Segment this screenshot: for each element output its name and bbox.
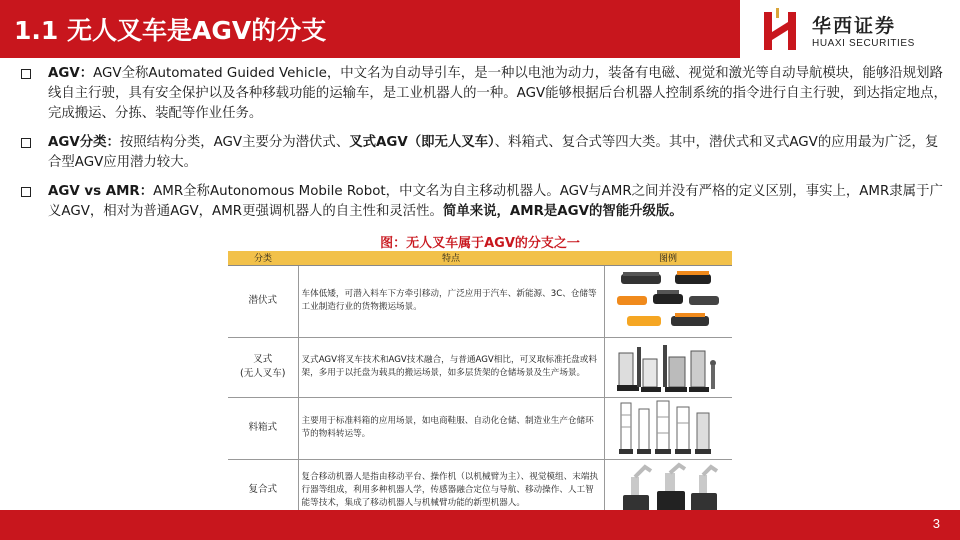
illustration-cell [604,337,732,397]
footer-bar [0,510,960,540]
bullet-text: AGV全称Automated Guided Vehicle，中文名为自动导引车，是一种以电池为动力，装备有电磁、视觉和激光等自动导航模块，能够沿规划路线自主行驶，具有安全保护以及各种移载功能的运输车，是工业机器人的一种。AGV能够根据后台机器人控制系统的指令进行自主行驶，到达指定地点，完成搬运、分拣、装配等作业任务。 [48,66,947,121]
bullet-emphasis: 叉式AGV（即无人叉车） [349,135,495,150]
table-row [228,397,732,459]
bullet-label: AGV vs AMR： [48,184,154,199]
column-header-illustration: 图例 [604,251,732,265]
category-line-1: 叉式 [253,354,273,365]
bullet-text: AMR全称Autonomous Mobile Robot，中文名为自主移动机器人。AGV与AMR之间并没有严格的定义区别，事实上，AMR隶属于广义AGV，相对为普通AGV，AMR更强调机器人的自主性和灵活性。 [48,184,943,219]
logo-chinese-name: 华西证券 [812,14,897,37]
forklift-agv-image-icon [613,339,723,395]
category-cell: 料箱式 [228,397,298,459]
category-cell [228,337,298,397]
illustration-cell [604,397,732,459]
agv-classification-table [228,251,732,521]
category-cell: 复合式 [228,459,298,521]
huaxi-logo-icon [762,8,804,54]
bin-agv-image-icon [613,399,723,457]
table-header-row [228,251,732,265]
bullet-square-icon [21,187,31,197]
feature-cell: 主要用于标准料箱的应用场景，如电商鞋服、自动化仓储、制造业生产仓储环节的物料转运等。 [298,397,604,459]
column-header-category: 分类 [228,251,298,265]
table-row [228,337,732,397]
bullet-agv-classification [18,133,948,173]
table-row [228,265,732,337]
logo-english-name: HUAXI SECURITIES [812,37,915,49]
company-logo [762,6,952,56]
bullet-square-icon [21,69,31,79]
latent-agv-image-icon [613,268,723,334]
feature-cell: 车体低矮，可潜入料车下方牵引移动，广泛应用于汽车、新能源、3C、仓储等工业制造行业的货物搬运场景。 [298,265,604,337]
category-cell: 潜伏式 [228,265,298,337]
page-title: 1.1 无人叉车是AGV的分支 [14,16,327,45]
bullet-text: 按照结构分类，AGV主要分为潜伏式、 [119,135,350,150]
page-number: 3 [932,516,940,531]
figure-caption: 图：无人叉车属于AGV的分支之一 [380,236,580,251]
bullet-agv [18,64,948,124]
feature-cell: 复合移动机器人是指由移动平台、操作机（以机械臂为主）、视觉模组、末端执行器等组成，利用多种机器人学，传感器融合定位与导航、移动操作、人工智能等技术，集成了移动机器人与机械臂功能的新型机器人。 [298,459,604,521]
column-header-feature: 特点 [298,251,604,265]
bullet-label: AGV分类： [48,135,120,150]
category-line-2: (无人叉车) [240,368,286,379]
bullet-square-icon [21,138,31,148]
bullet-emphasis: 简单来说，AMR是AGV的智能升级版。 [442,204,683,219]
bullet-text: 、料箱式、复合式等四大类。其中，潜伏式和叉式AGV的应用最为广泛，复合型AGV应用潜力较大。 [48,135,939,170]
feature-cell: 叉式AGV将叉车技术和AGV技术融合，与普通AGV相比，可叉取标准托盘或料架，多用于以托盘为载具的搬运场景，如多层货架的仓储场景及生产场景。 [298,337,604,397]
bullet-label: AGV： [48,66,94,81]
title-bar [0,0,740,58]
bullet-agv-vs-amr [18,182,948,222]
bullet-list [18,64,948,231]
illustration-cell [604,265,732,337]
